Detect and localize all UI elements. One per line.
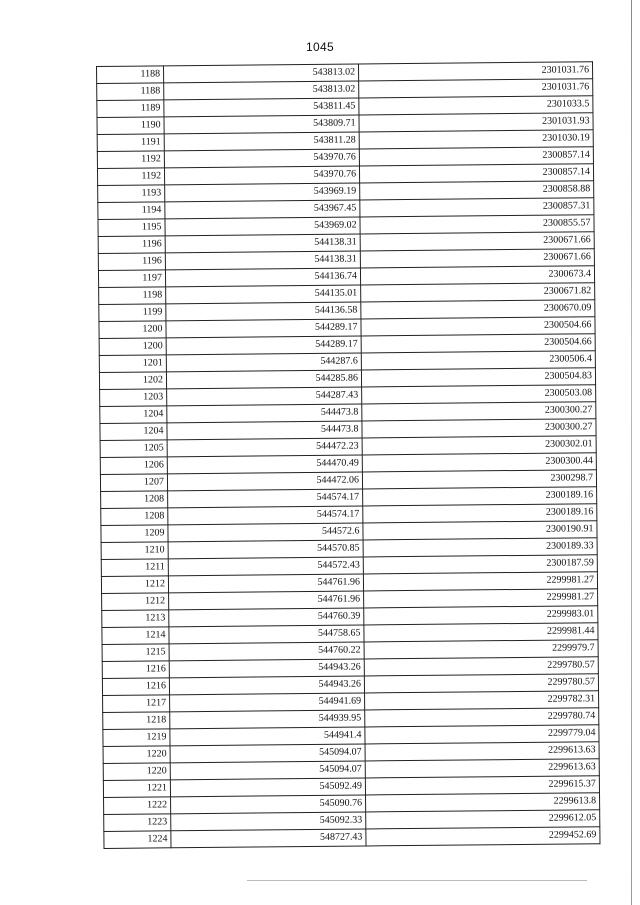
coordinates-table-container	[96, 61, 599, 844]
y-coordinate-cell: 2300670.09	[361, 300, 595, 319]
y-coordinate-cell: 2300858.88	[360, 181, 594, 200]
point-number-cell: 1203	[100, 389, 167, 407]
x-coordinate-cell: 543811.28	[164, 132, 359, 151]
point-number-cell: 1205	[100, 440, 167, 458]
y-coordinate-cell: 2301033.5	[359, 96, 593, 115]
x-coordinate-cell: 544287.43	[167, 387, 362, 406]
x-coordinate-cell: 544135.01	[166, 285, 361, 304]
x-coordinate-cell: 544941.4	[170, 727, 365, 746]
point-number-cell: 1188	[97, 83, 164, 101]
y-coordinate-cell: 2299981.27	[363, 572, 597, 591]
x-coordinate-cell: 544761.96	[169, 591, 364, 610]
x-coordinate-cell: 544472.23	[167, 438, 362, 457]
point-number-cell: 1220	[103, 763, 170, 781]
x-coordinate-cell: 543967.45	[165, 200, 360, 219]
y-coordinate-cell: 2300190.91	[363, 521, 597, 540]
x-coordinate-cell: 544136.74	[165, 268, 360, 287]
point-number-cell: 1192	[97, 168, 164, 186]
x-coordinate-cell: 544574.17	[168, 489, 363, 508]
point-number-cell: 1189	[97, 100, 164, 118]
point-number-cell: 1213	[102, 610, 169, 628]
point-number-cell: 1192	[97, 151, 164, 169]
point-number-cell: 1222	[104, 797, 171, 815]
x-coordinate-cell: 544570.85	[168, 540, 363, 559]
y-coordinate-cell: 2300855.57	[360, 215, 594, 234]
y-coordinate-cell: 2299615.37	[365, 776, 599, 795]
x-coordinate-cell: 548727.43	[171, 829, 366, 848]
y-coordinate-cell: 2300189.16	[363, 504, 597, 523]
x-coordinate-cell: 545094.07	[170, 744, 365, 763]
point-number-cell: 1221	[103, 780, 170, 798]
point-number-cell: 1197	[98, 270, 165, 288]
point-number-cell: 1217	[103, 695, 170, 713]
x-coordinate-cell: 544572.6	[168, 523, 363, 542]
y-coordinate-cell: 2300503.08	[362, 385, 596, 404]
x-coordinate-cell: 544285.86	[166, 370, 361, 389]
x-coordinate-cell: 543813.02	[164, 81, 359, 100]
y-coordinate-cell: 2300300.27	[362, 402, 596, 421]
x-coordinate-cell: 544758.65	[169, 625, 364, 644]
y-coordinate-cell: 2300189.16	[363, 487, 597, 506]
x-coordinate-cell: 545090.76	[171, 795, 366, 814]
point-number-cell: 1207	[100, 474, 167, 492]
x-coordinate-cell: 543970.76	[164, 166, 359, 185]
point-number-cell: 1211	[101, 559, 168, 577]
y-coordinate-cell: 2300506.4	[361, 351, 595, 370]
y-coordinate-cell: 2300857.14	[359, 147, 593, 166]
y-coordinate-cell: 2299780.57	[364, 674, 598, 693]
y-coordinate-cell: 2301030.19	[359, 130, 593, 149]
y-coordinate-cell: 2299983.01	[364, 606, 598, 625]
y-coordinate-cell: 2299779.04	[365, 725, 599, 744]
x-coordinate-cell: 544473.8	[167, 421, 362, 440]
point-number-cell: 1201	[99, 355, 166, 373]
y-coordinate-cell: 2300671.66	[360, 232, 594, 251]
point-number-cell: 1220	[103, 746, 170, 764]
x-coordinate-cell: 543813.02	[164, 64, 359, 83]
y-coordinate-cell: 2299613.63	[365, 742, 599, 761]
y-coordinate-cell: 2300673.4	[360, 266, 594, 285]
coordinates-table-body	[97, 62, 600, 849]
point-number-cell: 1210	[101, 542, 168, 560]
point-number-cell: 1195	[98, 219, 165, 237]
point-number-cell: 1224	[104, 831, 171, 849]
point-number-cell: 1200	[99, 338, 166, 356]
point-number-cell: 1223	[104, 814, 171, 832]
point-number-cell: 1199	[99, 304, 166, 322]
y-coordinate-cell: 2299780.57	[364, 657, 598, 676]
x-coordinate-cell: 544761.96	[168, 574, 363, 593]
y-coordinate-cell: 2299612.05	[366, 810, 600, 829]
point-number-cell: 1216	[102, 661, 169, 679]
coordinates-table	[96, 61, 600, 849]
y-coordinate-cell: 2300504.83	[361, 368, 595, 387]
y-coordinate-cell: 2299452.69	[366, 827, 600, 846]
point-number-cell: 1200	[99, 321, 166, 339]
page-number: 1045	[306, 40, 334, 54]
point-number-cell: 1204	[100, 423, 167, 441]
y-coordinate-cell: 2301031.76	[359, 79, 593, 98]
point-number-cell: 1188	[97, 66, 164, 84]
point-number-cell: 1198	[99, 287, 166, 305]
y-coordinate-cell: 2300300.27	[362, 419, 596, 438]
x-coordinate-cell: 544572.43	[168, 557, 363, 576]
y-coordinate-cell: 2300298.7	[362, 470, 596, 489]
x-coordinate-cell: 545094.07	[170, 761, 365, 780]
y-coordinate-cell: 2299981.44	[364, 623, 598, 642]
y-coordinate-cell: 2299613.8	[366, 793, 600, 812]
x-coordinate-cell: 544939.95	[170, 710, 365, 729]
x-coordinate-cell: 544470.49	[167, 455, 362, 474]
x-coordinate-cell: 544760.22	[169, 642, 364, 661]
y-coordinate-cell: 2301031.76	[358, 62, 592, 81]
point-number-cell: 1204	[100, 406, 167, 424]
point-number-cell: 1215	[102, 644, 169, 662]
point-number-cell: 1202	[99, 372, 166, 390]
x-coordinate-cell: 545092.49	[170, 778, 365, 797]
scan-bottom-mark	[247, 880, 587, 881]
y-coordinate-cell: 2300857.31	[360, 198, 594, 217]
y-coordinate-cell: 2300504.66	[361, 334, 595, 353]
y-coordinate-cell: 2300189.33	[363, 538, 597, 557]
point-number-cell: 1218	[103, 712, 170, 730]
y-coordinate-cell: 2300671.82	[361, 283, 595, 302]
point-number-cell: 1208	[101, 508, 168, 526]
y-coordinate-cell: 2300857.14	[359, 164, 593, 183]
point-number-cell: 1190	[97, 117, 164, 135]
point-number-cell: 1194	[98, 202, 165, 220]
point-number-cell: 1212	[102, 593, 169, 611]
point-number-cell: 1219	[103, 729, 170, 747]
y-coordinate-cell: 2300504.66	[361, 317, 595, 336]
x-coordinate-cell: 543811.45	[164, 98, 359, 117]
x-coordinate-cell: 543969.19	[165, 183, 360, 202]
point-number-cell: 1196	[98, 236, 165, 254]
y-coordinate-cell: 2301031.93	[359, 113, 593, 132]
x-coordinate-cell: 545092.33	[171, 812, 366, 831]
y-coordinate-cell: 2299613.63	[365, 759, 599, 778]
point-number-cell: 1208	[101, 491, 168, 509]
point-number-cell: 1212	[101, 576, 168, 594]
x-coordinate-cell: 544574.17	[168, 506, 363, 525]
y-coordinate-cell: 2300300.44	[362, 453, 596, 472]
x-coordinate-cell: 544287.6	[166, 353, 361, 372]
x-coordinate-cell: 544138.31	[165, 251, 360, 270]
y-coordinate-cell: 2300671.66	[360, 249, 594, 268]
y-coordinate-cell: 2299780.74	[365, 708, 599, 727]
y-coordinate-cell: 2300187.59	[363, 555, 597, 574]
x-coordinate-cell: 544472.06	[167, 472, 362, 491]
point-number-cell: 1191	[97, 134, 164, 152]
x-coordinate-cell: 544943.26	[169, 659, 364, 678]
y-coordinate-cell: 2299981.27	[364, 589, 598, 608]
x-coordinate-cell: 543809.71	[164, 115, 359, 134]
point-number-cell: 1209	[101, 525, 168, 543]
point-number-cell: 1214	[102, 627, 169, 645]
x-coordinate-cell: 544473.8	[167, 404, 362, 423]
x-coordinate-cell: 544289.17	[166, 319, 361, 338]
x-coordinate-cell: 544943.26	[169, 676, 364, 695]
point-number-cell: 1216	[102, 678, 169, 696]
x-coordinate-cell: 544136.58	[166, 302, 361, 321]
y-coordinate-cell: 2300302.01	[362, 436, 596, 455]
scan-edge-line	[631, 0, 632, 905]
y-coordinate-cell: 2299979.7	[364, 640, 598, 659]
y-coordinate-cell: 2299782.31	[365, 691, 599, 710]
point-number-cell: 1193	[98, 185, 165, 203]
point-number-cell: 1196	[98, 253, 165, 271]
x-coordinate-cell: 544138.31	[165, 234, 360, 253]
x-coordinate-cell: 544941.69	[170, 693, 365, 712]
table-row	[104, 827, 600, 849]
point-number-cell: 1206	[100, 457, 167, 475]
x-coordinate-cell: 544289.17	[166, 336, 361, 355]
x-coordinate-cell: 543969.02	[165, 217, 360, 236]
x-coordinate-cell: 543970.76	[164, 149, 359, 168]
x-coordinate-cell: 544760.39	[169, 608, 364, 627]
